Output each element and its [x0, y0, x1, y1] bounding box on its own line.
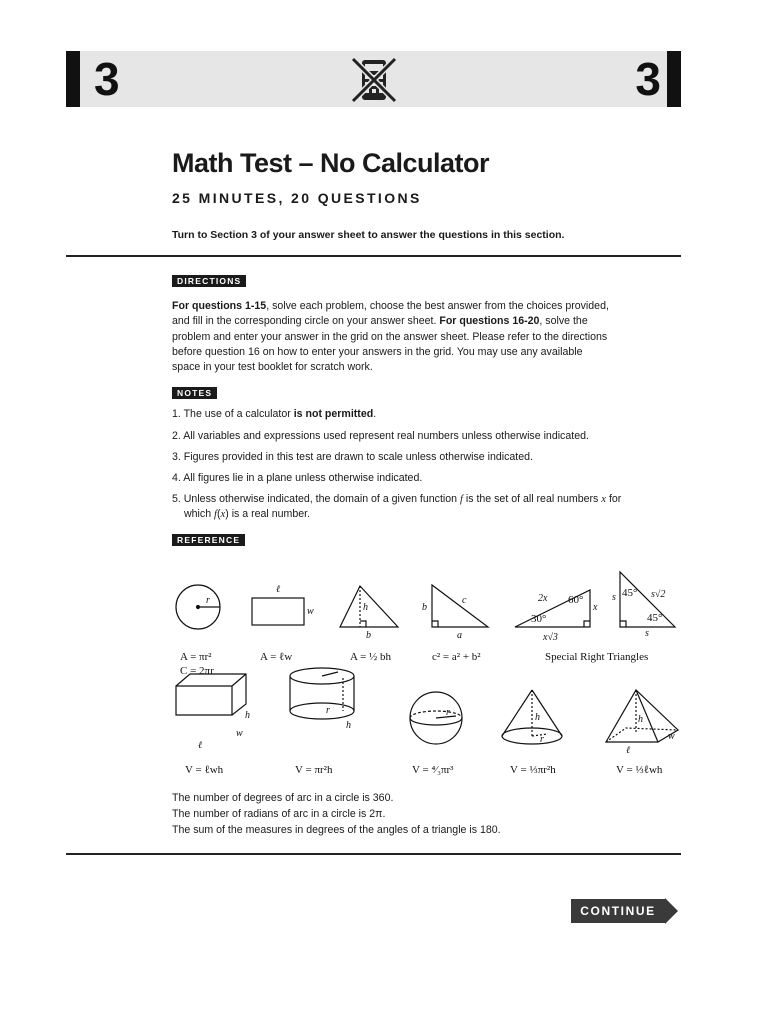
note-1	[172, 407, 652, 422]
rt-a-label: a	[457, 630, 462, 641]
special-right-triangles-caption: Special Right Triangles	[545, 651, 649, 663]
section-header-band	[66, 51, 681, 107]
fact-triangle-sum: The sum of the measures in degrees of the angles of a triangle is 180.	[172, 824, 501, 836]
sp-45a-label: 45°	[622, 587, 638, 599]
cyl-r-label: r	[326, 705, 330, 716]
right-triangle-figure	[432, 585, 488, 627]
triangle-figure	[340, 586, 398, 627]
test-duration-subtitle: 25 MINUTES, 20 QUESTIONS	[172, 190, 422, 206]
section-number-right: 3	[635, 53, 661, 105]
note-5-text-a: 5. Unless otherwise indicated, the domain of a given function	[172, 493, 460, 505]
cylinder-volume-formula: V = πr²h	[295, 764, 333, 776]
note-2: 2. All variables and expressions used represent real numbers unless otherwise indicated.	[172, 430, 589, 442]
no-calculator-icon	[349, 56, 399, 104]
sp-30-label: 30°	[531, 613, 547, 625]
box-volume-formula: V = ℓwh	[185, 764, 224, 776]
pyramid-volume-formula: V = ⅓ℓwh	[616, 764, 663, 776]
cone-h-label: h	[535, 712, 540, 723]
page-title: Math Test – No Calculator	[172, 148, 490, 178]
note-5-text-end: ) is a real number.	[225, 508, 311, 521]
note-5-var-f: f	[459, 494, 463, 505]
bottom-divider	[66, 853, 681, 855]
sp-60-label: 60°	[568, 594, 584, 606]
notes-tag: NOTES	[172, 387, 217, 399]
note-5-paren-open: (	[216, 508, 221, 521]
box-l-label: ℓ	[198, 740, 203, 751]
pyr-w-label: w	[668, 731, 675, 742]
sp-45b-label: 45°	[647, 612, 663, 624]
header-left-bar	[66, 51, 80, 107]
sphere-r-label: r	[446, 707, 450, 718]
fact-radians: The number of radians of arc in a circle is 2π.	[172, 808, 386, 820]
note-5-text-d: which	[184, 508, 215, 521]
note-5	[172, 492, 652, 523]
rect-area-formula: A = ℓw	[260, 651, 293, 663]
note-4: 4. All figures lie in a plane unless otherwise indicated.	[172, 472, 423, 484]
circle-area-formula: A = πr²	[180, 651, 212, 663]
rect-l-label: ℓ	[276, 584, 281, 595]
pyr-h-label: h	[638, 714, 643, 725]
directions-tag: DIRECTIONS	[172, 275, 246, 287]
directions-q16-20: For questions 16-20	[439, 315, 540, 328]
sp-s-bottom-label: s	[645, 628, 649, 639]
note-5-var-x: x	[601, 494, 606, 505]
cyl-h-label: h	[346, 720, 351, 731]
directions-text	[172, 299, 612, 375]
pythagorean-formula: c² = a² + b²	[432, 651, 481, 663]
box-figure	[176, 686, 232, 715]
reference-figures	[160, 570, 690, 790]
directions-text-part2: , solve the problem and enter your answer in the grid on the answer sheet. Please refer to the directions before question 16 on how to enter your answers in the grid. You may use any available space in your test booklet for scratch work.	[172, 315, 608, 374]
note-5-text-b: is the set of all real numbers	[462, 493, 602, 505]
sp-s-left-label: s	[612, 592, 616, 603]
sp-x3-label: x√3	[543, 632, 558, 643]
note-5-text-c: for	[606, 493, 622, 505]
header-right-bar	[667, 51, 681, 107]
reference-tag: REFERENCE	[172, 534, 245, 546]
fact-degrees: The number of degrees of arc in a circle is 360.	[172, 792, 394, 804]
box-h-label: h	[245, 710, 250, 721]
tri-b-label: b	[366, 630, 371, 641]
section-number-left: 3	[94, 53, 120, 105]
rt-c-label: c	[462, 595, 467, 606]
note-5-var-f2: f	[214, 509, 217, 521]
rt-b-label: b	[422, 602, 427, 613]
sp-x-label: x	[593, 602, 598, 613]
cone-volume-formula: V = ⅓πr²h	[510, 764, 556, 776]
triangle-area-formula: A = ½ bh	[350, 651, 392, 663]
sphere-volume-formula: V = ⁴⁄₃πr³	[412, 764, 454, 776]
note-1-emphasis: is not permitted	[293, 408, 374, 420]
box-w-label: w	[236, 728, 243, 739]
note-5-var-x2: x	[220, 509, 226, 521]
tri-h-label: h	[363, 602, 368, 613]
directions-text-part1: , solve each problem, choose the best answer from the choices provided, and fill in the corresponding circle on your answer sheet.	[172, 300, 609, 328]
cone-r-label: r	[540, 734, 544, 745]
sp-2x-label: 2x	[538, 593, 548, 604]
note-1-end: .	[373, 408, 377, 420]
directions-q1-15: For questions 1-15	[172, 300, 267, 312]
circle-r-label: r	[206, 595, 210, 606]
sp-s2-label: s√2	[651, 589, 666, 600]
section-instruction: Turn to Section 3 of your answer sheet to answer the questions in this section.	[172, 229, 565, 241]
continue-label: CONTINUE	[580, 904, 656, 918]
top-divider	[66, 255, 681, 257]
continue-arrow[interactable]	[571, 898, 679, 924]
cylinder-figure	[290, 703, 354, 719]
note-3: 3. Figures provided in this test are drawn to scale unless otherwise indicated.	[172, 451, 533, 463]
circle-circumference-formula: C = 2πr	[180, 665, 214, 677]
note-1-text: 1. The use of a calculator	[172, 408, 294, 420]
rect-w-label: w	[307, 606, 314, 617]
rectangle-figure	[252, 598, 304, 625]
pyr-l-label: ℓ	[626, 745, 631, 756]
